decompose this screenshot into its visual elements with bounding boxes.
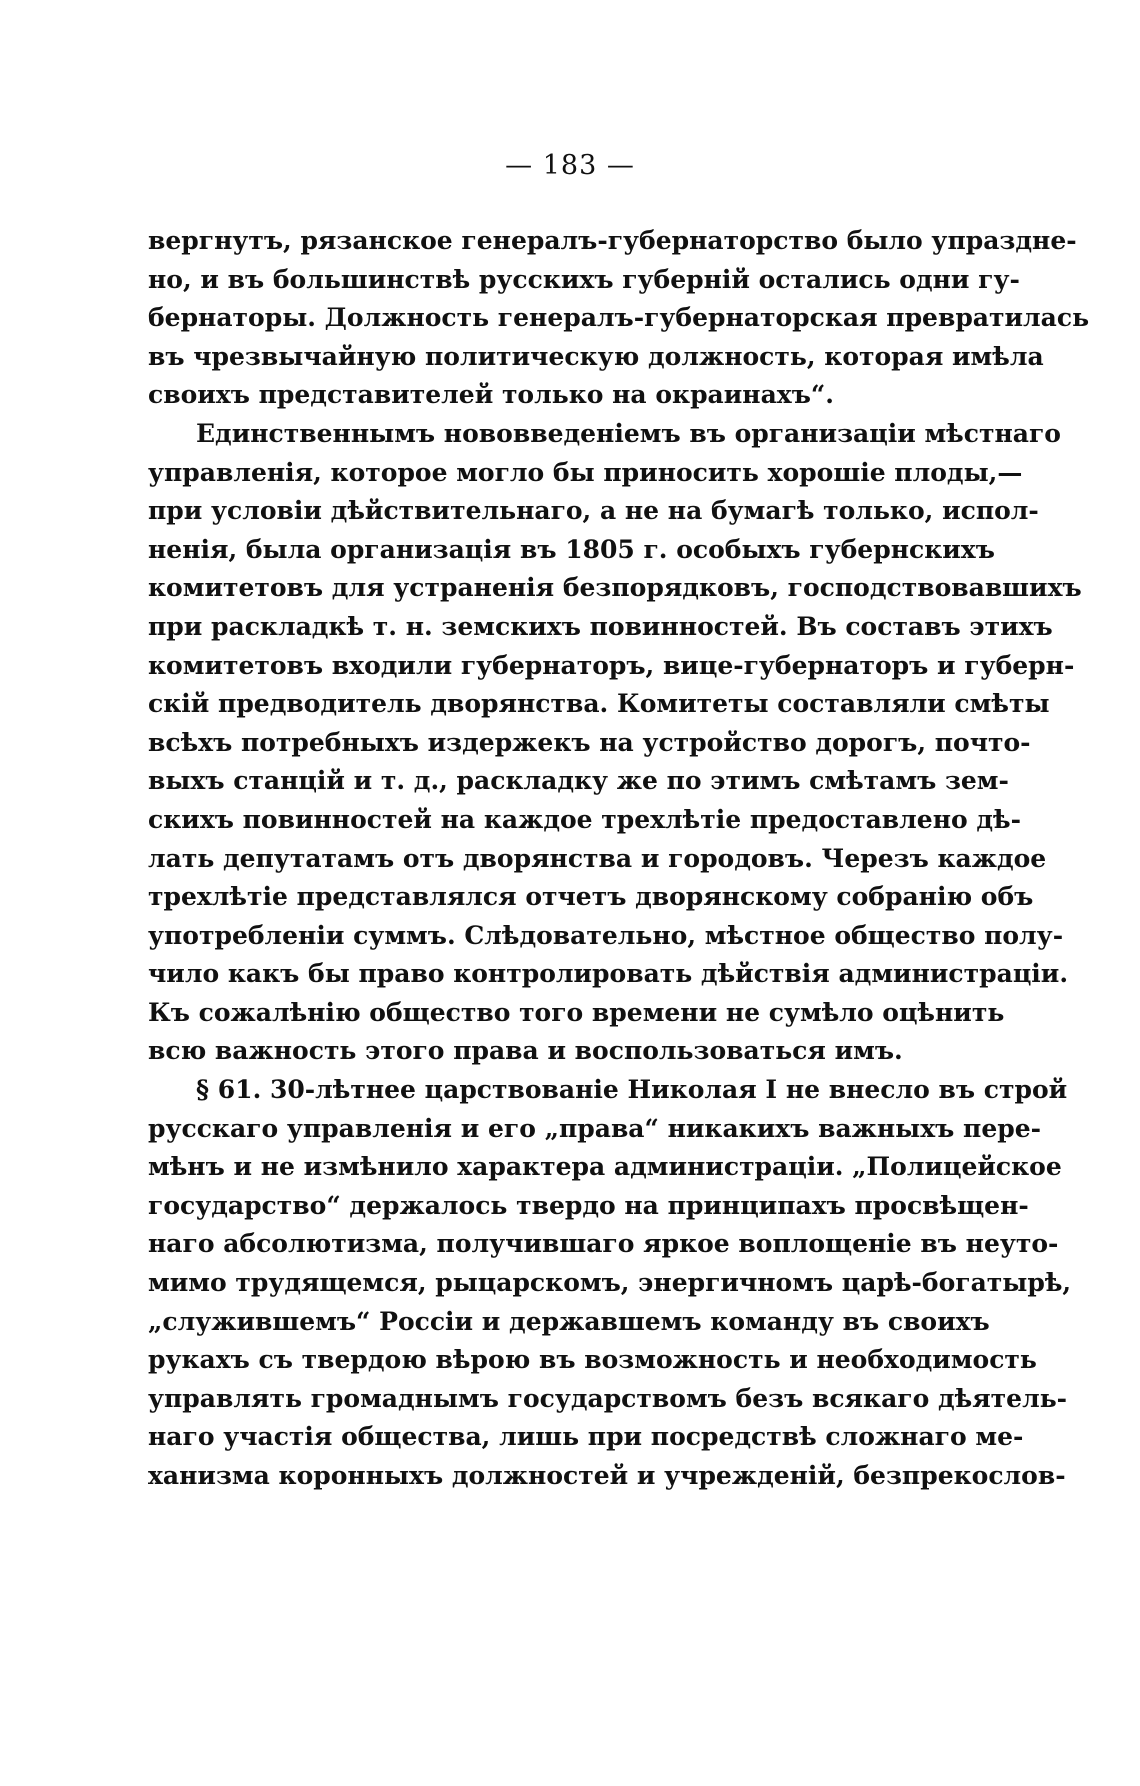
text-line: выхъ станцій и т. д., раскладку же по этимъ смѣтамъ зем- <box>148 766 1009 796</box>
text-line: всю важность этого права и воспользоваться имъ. <box>148 1036 903 1066</box>
text-line: „служившемъ“ Россіи и державшемъ команду въ своихъ <box>148 1306 990 1336</box>
text-line: комитетовъ входили губернаторъ, вице-губернаторъ и губерн- <box>148 650 1075 680</box>
text-line: Къ сожалѣнію общество того времени не сумѣло оцѣнить <box>148 997 1005 1027</box>
text-line: мѣнъ и не измѣнило характера администраціи. „Полицейское <box>148 1152 1062 1182</box>
text-line: но, и въ большинствѣ русскихъ губерній остались одни гу- <box>148 264 1020 294</box>
text-line: управленія, которое могло бы приносить хорошіе плоды,— <box>148 457 1023 487</box>
text-line: § 61. 30-лѣтнее царствованіе Николая I не внесло въ строй <box>196 1075 1068 1105</box>
text-line: мимо трудящемся, рыцарскомъ, энергичномъ царѣ-богатырѣ, <box>148 1268 1072 1298</box>
text-line: ненія, была организація въ 1805 г. особыхъ губернскихъ <box>148 534 995 564</box>
text-line: бернаторы. Должность генералъ-губернаторская превратилась <box>148 303 1090 333</box>
text-line: комитетовъ для устраненія безпорядковъ, господствовавшихъ <box>148 573 1082 603</box>
text-line: всѣхъ потребныхъ издержекъ на устройство дорогъ, почто- <box>148 727 1031 757</box>
text-line: въ чрезвычайную политическую должность, которая имѣла <box>148 341 1044 371</box>
text-line: своихъ представителей только на окраинахъ“. <box>148 380 834 410</box>
text-line: наго абсолютизма, получившаго яркое воплощеніе въ неуто- <box>148 1229 1059 1259</box>
text-line: при условіи дѣйствительнаго, а не на бумагѣ только, испол- <box>148 496 1039 526</box>
text-line: трехлѣтіе представлялся отчетъ дворянскому собранію объ <box>148 882 1034 912</box>
text-line: русскаго управленія и его „права“ никакихъ важныхъ пере- <box>148 1113 1041 1143</box>
text-line: государство“ держалось твердо на принципахъ просвѣщен- <box>148 1190 1029 1220</box>
body-text <box>148 222 1090 1496</box>
text-line: ханизма коронныхъ должностей и учрежденій, безпрекослов- <box>148 1461 1066 1490</box>
text-line: рукахъ съ твердою вѣрою въ возможность и необходимость <box>148 1345 1037 1375</box>
text-line: управлять громаднымъ государствомъ безъ всякаго дѣятель- <box>148 1383 1068 1413</box>
text-line: скій предводитель дворянства. Комитеты составляли смѣты <box>148 689 1050 719</box>
text-line: чило какъ бы право контролировать дѣйствія администраціи. <box>148 959 1069 989</box>
text-line: употребленіи суммъ. Слѣдовательно, мѣстное общество полу- <box>148 920 1064 950</box>
text-line: при раскладкѣ т. н. земскихъ повинностей. Въ составъ этихъ <box>148 611 1053 641</box>
text-line: наго участія общества, лишь при посредствѣ сложнаго ме- <box>148 1422 1024 1452</box>
text-line: скихъ повинностей на каждое трехлѣтіе предоставлено дѣ- <box>148 804 1021 834</box>
text-line: Единственнымъ нововведеніемъ въ организаціи мѣстнаго <box>196 418 1061 448</box>
text-line: лать депутатамъ отъ дворянства и городовъ. Черезъ каждое <box>148 843 1047 873</box>
page-number: — 183 — <box>505 150 635 181</box>
text-line: вергнутъ, рязанское генералъ-губернаторство было упраздне- <box>148 226 1077 255</box>
